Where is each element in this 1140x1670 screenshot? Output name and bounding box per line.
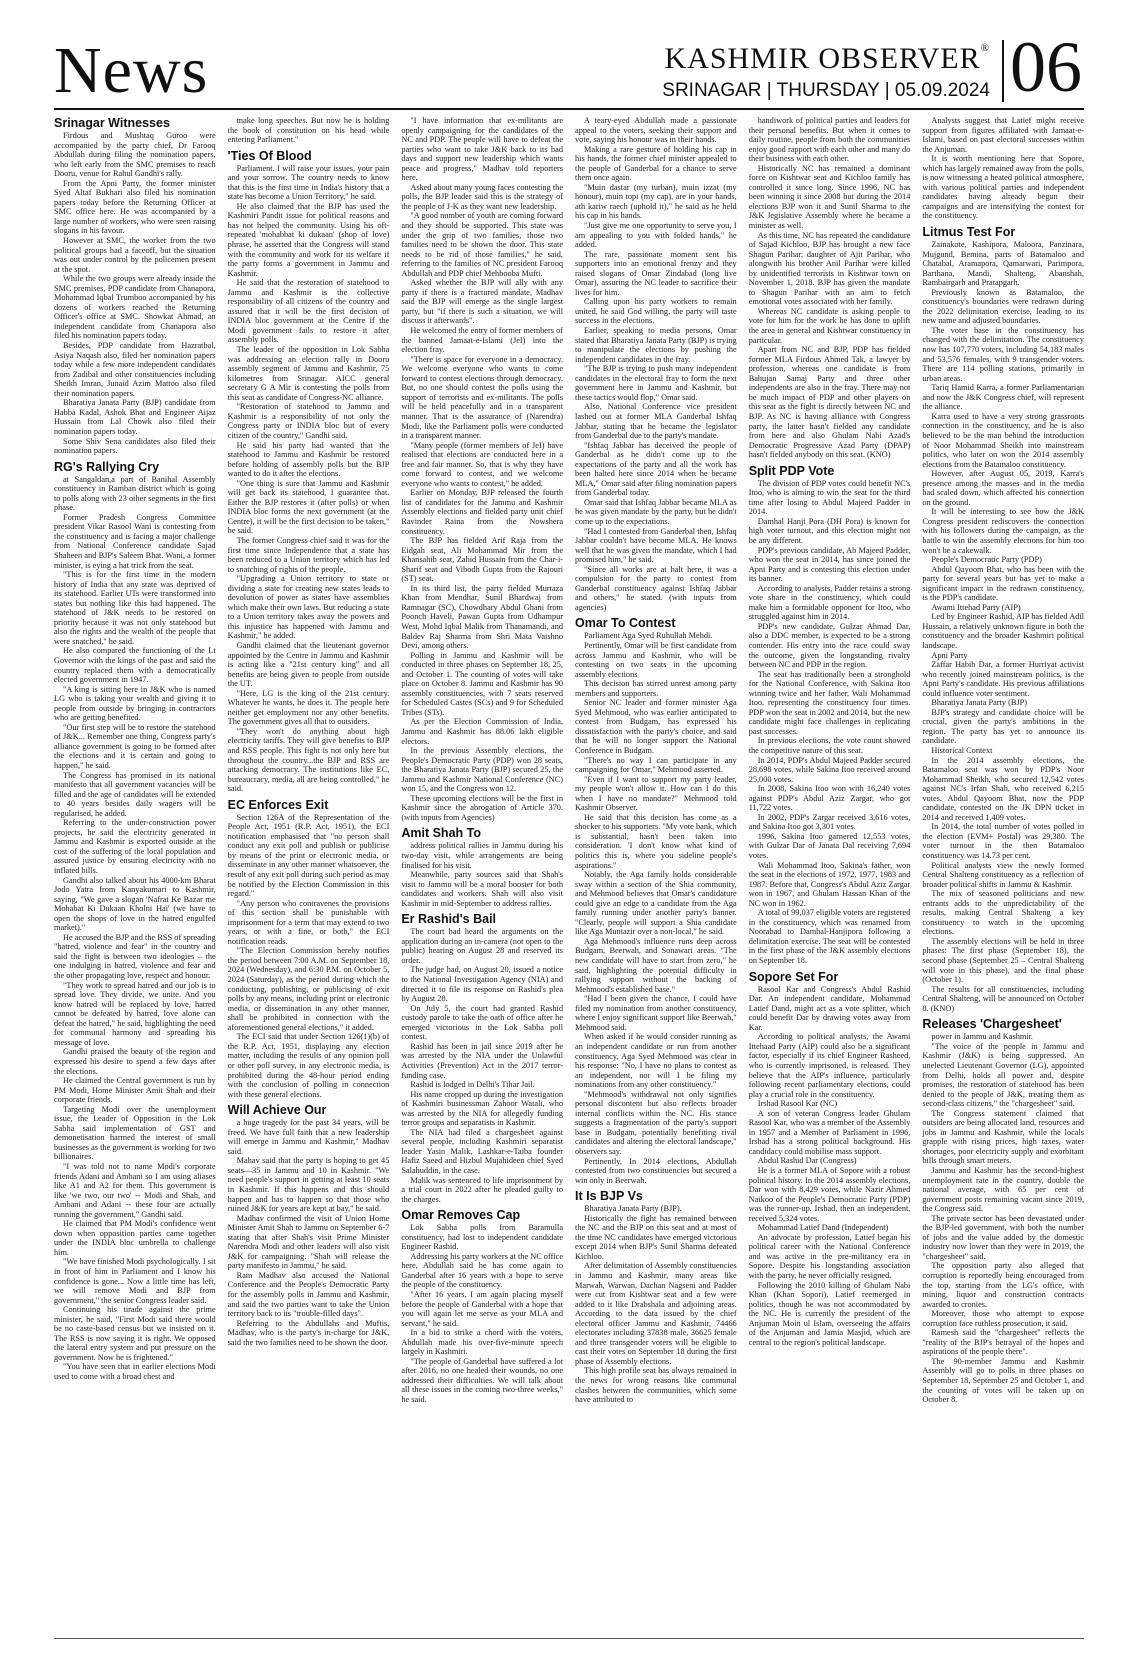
masthead [0, 0, 1140, 115]
article-paragraph: Ramesh said the "chargesheet" reflects the "reality of the BJP's betrayal of the hopes and aspirations of the people there". [922, 1328, 1085, 1357]
article-paragraph: Aga Mehmood's influence runs deep across Budgam, Beerwah, and Sonawari areas. "The new candidate will have to start from zero," he said, highlighting the potential difficulty in rallying support without the backing of Mehmood's established base." [575, 936, 737, 994]
article-paragraph: Parliament. I will raise your issues, your pain and your sorrow. The country needs to know that this is the first time in India's history that a state has become a Union Territory," he said. [227, 163, 390, 202]
article-paragraph: handiwork of political parties and leaders for their personal benefits. But when it comes to daily routine, people from both the communities enjoy good rapport with each other and many do their business with each other. [748, 116, 911, 164]
article-paragraph: He welcomed the entry of former members of the banned Jamaat-e-Islami (JeI) into the election fray. [401, 326, 564, 355]
article-paragraph: The Congress has promised in its national manifesto that all government vacancies will be filled and the age of candidates will be extended to 40 years besides daily wagers will be regularised, he added. [54, 770, 216, 818]
column-3 [401, 116, 563, 1634]
article-paragraph: "The Election Commission hereby notifies the period between 7:00 A.M. on September 18, 2024 (Wednesday), and 6:30 P.M. on October 5, 2024 (Saturday), as the period during which the conducting, publishing, or publicising of exit polls by any means, including print or electronic media, or dissemination in any other manner, shall be prohibited in connection with the aforementioned general elections," it added. [227, 946, 390, 1032]
article-headline: RG's Rallying Cry [54, 459, 160, 474]
article-paragraph: "There is space for everyone in a democracy. We welcome everyone who wants to come forward to contest elections through democracy. But, no one should contest the polls using the support of terrorists and ex-militants. The polls will be held peacefully and in a transparent manner. That is the assurance of (Narendra) Modi, like the Parliament polls were conducted in a transparent manner. [401, 354, 564, 441]
article-paragraph: "After 16 years, I am again placing myself before the people of Ganderbal with a hope that you will again let me serve as your MLA and servant," he said. [401, 1289, 564, 1328]
article-paragraph: In 2014, PDP's Abdul Majeed Padder secured 28,698 votes, while Sakina Itoo received around 25,000 votes. [748, 755, 911, 784]
article-columns [54, 116, 1084, 1634]
article-paragraph: Calling upon his party workers to remain united, he said God willing, the party will taste success in the elections. [575, 297, 737, 326]
article-paragraph: "I have information that ex-militants are openly campaigning for the candidates of the NC and PDP. The people will have to defeat the parties who want to take J&K back to its bad days and support new leadership which wants peace and progress," Madhav told reporters here. [401, 116, 564, 183]
article-paragraph: address political rallies in Jammu during his two-day visit, while arrangements are being finalised for his visit. [401, 841, 564, 870]
article-paragraph: He said that the restoration of statehood to Jammu and Kashmir is the collective responsibility of all citizens of the country and assured that it will be the first decision of INDIA bloc government at the Centre if the Modi government fails to restore it after assembly polls. [227, 278, 390, 345]
article-paragraph: Rasool Kar and Congress's Abdul Rashid Dar. An independent candidate, Mohammad Latief Dand, might act as a vote splitter, which could benefit Dar by drawing votes away from Kar. [748, 984, 911, 1032]
article-paragraph: "A king is sitting here in J&K who is named LG who is taking your wealth and giving it to people from outside by bringing in contractors who are getting benefited. [54, 684, 216, 723]
article-paragraph: In its third list, the party fielded Murtaza Khan from Mendhar, Sunil Bhardwaj from Ramnagar (SC), Chowdhary Abdul Ghani from Poonch Haveli, Pawan Gupta from Udhampur West, Mohd Iqbal Malik from Thanamandi, and Baldev Raj Sharma from Shri Mata Vaishno Devi, among others. [401, 583, 564, 651]
article-paragraph: Mohammad Latief Dand (Independent) [757, 1223, 889, 1233]
column-5 [749, 116, 911, 1634]
article-paragraph: "I was told not to name Modi's corporate friends Adani and Ambani so I am using aliases like A1 and A2 for them. This government is like 'we two, our two' -- Modi and Shah, and Ambani and Adani -- these four are actually running the government," Gandhi said. [54, 1161, 216, 1219]
dateline: SRINAGAR | THURSDAY | 05.09.2024 [662, 80, 990, 101]
article-paragraph: In 2014, the total number of votes polled in the election (EVM+ Postal) was 29,380. The voter turnout in the then Batamaloo constituency was 14.73 per cent. [922, 822, 1085, 861]
article-paragraph: Zainakote, Kashipora, Maloora, Panzinara, Mujgund, Bemina, parts of Batamaloo and Chatabal, Aramapora, Qamarwari, Parimpora, Barthana, Mandi, Shalteng, Abanshah, Rambairgarh and Pratapgarh. [922, 240, 1085, 288]
article-paragraph: Historically the fight has remained between the NC and the BJP on this seat and at most of the time NC candidates have emerged victorious except 2014 when BJP's Sunil Sharma defeated Kichloo. [575, 1213, 737, 1261]
article-paragraph: The results for all constituencies, including Central Shalteng, will be announced on October 8. (KNO) [922, 984, 1085, 1013]
article-paragraph: Gandhi praised the beauty of the region and expressed his desire to spend a few days after the elections. [54, 1047, 216, 1076]
article-paragraph: Whereas NC candidate is asking people to vote for him for the work he has done to uplift the area in general and Kishtwar constituency in particular. [748, 306, 911, 345]
article-headline: 'Ties Of Blood [227, 148, 312, 163]
article-paragraph: These upcoming elections will be the first in Kashmir since the abrogation of Article 370. (with inputs from Agencies) [401, 793, 564, 822]
article-paragraph: The NIA had filed a chargesheet against several people, including Kashmiri separatist leader Yasin Malik, Lashkar-e-Taiba founder Hafiz Saeed and Hizbul Mujahideen chief Syed Salahuddin, in the case. [401, 1127, 564, 1175]
article-paragraph: Bharatiya Janata Party (BJP) [931, 698, 1027, 708]
article-paragraph: Bharatiya Janata Party (BJP). [584, 1204, 682, 1214]
article-paragraph: On July 5, the court had granted Rashid custody parole to take the oath of office after he emerged victorious in the Lok Sabha poll contest. [401, 1003, 564, 1042]
article-paragraph: Abdul Rashid Dar (Congress) [757, 1156, 857, 1166]
article-paragraph: He said his party had wanted that the statehood to Jammu and Kashmir be restored before holding of assembly polls but the BJP wanted to do it after the elections. [227, 440, 390, 479]
registered-mark: ® [980, 42, 990, 54]
article-paragraph: However, after August 05, 2019, Karra's presence among the masses and in the media had scaled down, which affected his connection on the ground. [922, 469, 1085, 507]
article-paragraph: Omar said that Ishfaq Jabbar became MLA as he was given mandate by the party, but he didn't come up to the expectations. [575, 497, 737, 526]
article-paragraph: "Even if I want to support my party leader, my people won't allow it. How can I do this when I have no mandate?" Mehmood told Kashmir Observer. [575, 774, 737, 813]
article-paragraph: Awami Ittehad Party (AIP) [931, 602, 1021, 612]
article-paragraph: Rashid is lodged in Delhi's Tihar Jail. [410, 1080, 535, 1090]
article-paragraph: Senior NC leader and former minister Aga Syed Mehmood, who was earlier anticipated to contest from Budgam, has expressed his dissatisfaction with the party's choice, and said that he will no longer support the National Conference in Budgam. [575, 698, 737, 755]
article-paragraph: "Here, LG is the king of the 21st century. Whatever he wants, he does it. The people here neither get employment nor any other benefits. The government gives all that to outsiders. [227, 688, 390, 727]
article-paragraph: The seat has traditionally been a stronghold for the National Conference, with Sakina Itoo winning twice and her father, Wali Mohammad Itoo, representing the constituency four times. PDP won the seat in 2002 and 2014, but the new candidate might face challenges in replicating past successes. [748, 669, 911, 736]
article-headline: Omar Removes Cap [401, 1208, 521, 1223]
article-paragraph: He said that this decision has come as a shocker to his supporters. "My vote bank, which is substantial, hasn't been taken into consideration. 'I don't know what kind of politics this is, where you sideline people's aspirations." [575, 812, 737, 870]
article-headline: Litmus Test For [922, 225, 1016, 240]
article-paragraph: Targeting Modi over the unemployment issue, the Leader of Opposition in the Lok Sabha said implementation of GST and demonetisation harmed the interest of small businesses as the government is working for two billionaires. [54, 1104, 216, 1162]
article-paragraph: He claimed that PM Modi's confidence went down when opposition parties came together under the INDIA bloc umbrella to challenge him. [54, 1219, 216, 1257]
article-paragraph: "Muin dastar (my turban), muin izzat (my honour), muin topi (my cap), are in your hands, ath kariw raech (uphold it)," he said as he held his cap in his hands. [575, 182, 737, 221]
article-paragraph: According to political analysts, the Awami Ittehaad Party (AIP) could also be a significant factor, especially if its chief Engineer Rasheed, who is currently imprisoned, is released. They believe that the AIP's influence, particularly following recent parliamentary elections, could play a crucial role in the constituency. [748, 1032, 911, 1099]
article-paragraph: The division of PDP votes could benefit NC's Itoo, who is aiming to win the seat for the third time after losing to Abdul Majeed Padder in 2014. [748, 478, 911, 517]
article-paragraph: The BJP has fielded Arif Raja from the Eidgah seat, Ali Mohammad Mir from the Khansahib seat, Zahid Hussain from the Char-i-Sharif seat and Vibodh Gupta from the Rajouri (ST) seat. [401, 536, 564, 584]
article-headline: Split PDP Vote [748, 463, 835, 478]
article-paragraph: According to analysts, Padder retains a strong vote share in the constituency, which could make him a formidable opponent for Itoo, who struggled against him in 2014. [748, 583, 911, 622]
article-paragraph: Damhal Hanji Pora (DH Pora) is known for high voter turnout, and this election might not be any different. [748, 516, 911, 545]
article-paragraph: Also, National Conference vice president lashed out at former MLA Ganderbal Ishfaq Jabbar, stating that he became the legislator from Ganderbal due to the party's mandate. [575, 402, 737, 441]
article-paragraph: "You have seen that in earlier elections Modi used to come with a broad chest and [54, 1362, 216, 1381]
article-paragraph: Led by Engineer Rashid, AIP has fielded Adil Hussain, a relatively unknown figure in both the constituency and the broader Kashmiri political landscape. [922, 612, 1085, 650]
column-6 [922, 116, 1084, 1634]
article-paragraph: The rare, passionate moment sent his supporters into an emotional frenzy and they raised slogans of Omar Zindabad (long live Omar), assuring the NC leader to sacrifice their lives for him. [575, 249, 737, 297]
article-paragraph: a huge tragedy for the past 34 years, will be freed. We have full faith that a new leadership will emerge in Jammu and Kashmir," Madhav said. [227, 1118, 390, 1156]
article-paragraph: The opposition party also alleged that corruption is reportedly being encouraged from the top, starting from the LG's office, with mining, liquor and construction contracts awarded to cronies. [922, 1261, 1085, 1309]
article-paragraph: Jammu and Kashmir has the second-highest unemployment rate in the country, double the national average, with 65 per cent of government posts remaining vacant since 2019, the Congress said. [922, 1165, 1085, 1214]
article-headline: EC Enforces Exit [227, 797, 329, 812]
article-paragraph: "They won't do anything about high electricity tariffs. They will give benefits to BJP and RSS people. This fight is not only here but throughout the country...the BJP and RSS are attacking democracy. The institutions like EC, bureaucracy, media, all are being controlled," he said. [227, 726, 390, 794]
article-paragraph: "They work to spread hatred and our job is to spread love. They divide, we unite. And you know hatred will be replaced by love, hatred cannot be defeated by hatred, love alone can defeat the hatred," he said, highlighting the need for communal harmony and spreading his message of love. [54, 980, 216, 1047]
article-paragraph: Referring to the Abdullahs and Muftis, Madhav, who is the party's in-charge for J&K, said the two families need to be shown the door. [227, 1318, 390, 1347]
article-paragraph: Pertinently, Omar will be first candidate from across Jammu and Kashmir, who will be contesting on two seats in the upcoming assembly elections [575, 640, 737, 679]
article-paragraph: After delimitation of Assembly constituencies in Jammu and Kashmir, many areas like Marwah, Warwan, Dachan Nagseni and Padder were cut from Kishtwar seat and a few were added to it like Drabshala and adjoining areas. According to the data issued by the chief electoral officer Jammu and Kashmir, 74466 electorates including 37838 male, 36625 female and three transgender voters will be eligible to cast their votes on September 18 during the first phase of Assembly elections. [575, 1261, 737, 1366]
article-paragraph: Ram Madhav also accused the National Conference and the People's Democratic Party for the assembly polls in Jammu and Kashmir, and said the two parties want to take the Union territory back to its "trouble-filled days". [227, 1270, 390, 1319]
article-paragraph: In the previous Assembly elections, the People's Democratic Party (PDP) won 28 seats, the Bharatiya Janata Party (BJP) secured 25, the Jammu and Kashmir National Conference (NC) won 15, and the Congress won 12. [401, 746, 564, 794]
column-4 [575, 116, 737, 1634]
article-headline: Er Rashid's Bail [401, 912, 497, 927]
article-paragraph: Gandhi claimed that the lieutenant governor appointed by the Centre in Jammu and Kashmir is acting like a "21st century king" and all benefits are being given to people from outside the UT. [227, 640, 390, 689]
article-paragraph: "Had I contested from Ganderbal then, Ishfaq Jabbar couldn't have become MLA. He knows well that he was given the mandate, which I had promised him," he said. [575, 526, 737, 565]
article-paragraph: Section 126A of the Representation of the People Act, 1951 (R.P. Act, 1951), the ECI notification emphasised that "no person shall conduct any exit poll and publish or publicise by means of the print or electronic media, or disseminate in any other manner whatsoever, the result of any exit poll during such period as may be notified by the Election Commission in this regard." [227, 812, 390, 899]
article-headline: Amit Shah To [401, 826, 481, 841]
article-paragraph: Previously known as Batamaloo, the constituency's boundaries were redrawn during the 2022 delimitation exercise, leading to its new name and adjusted boundaries. [922, 287, 1085, 326]
article-paragraph: The private sector has been devastated under the BJP-led government, with both the number of jobs and the value added by the domestic industry now lower than they were in 2019, the "chargesheet" said. [922, 1213, 1085, 1261]
article-paragraph: Besides, PDP candidate from Hazratbal, Asiya Naqash also, filed her nomination papers today while a few more independent candidates from Zadibal and other constituencies including Sheikh Imran, Junaid Azim Mattoo also filed their nomination papers. [54, 341, 216, 398]
article-headline: Releases 'Chargesheet' [922, 1017, 1062, 1032]
article-paragraph: Moreover, those who attempt to expose corruption face ruthless prosecution, it said. [922, 1309, 1085, 1328]
article-paragraph: Asked whether the BJP will ally with any party if there is a fractured mandate, Madhav said the BJP will emerge as the single largest party, but "if there is such a situation, we will discuss it afterwards". [401, 278, 564, 326]
article-paragraph: Firdous and Mushtaq Guroo were accompanied by the party chief, Dr Farooq Abdullah during filing the nomination papers, who left early from the SMC premises to reach Dooru, venue for Rahul Gandhi's rally. [54, 131, 216, 179]
article-paragraph: make long speeches. But now he is holding the book of constitution on his head while entering Parliament." [227, 116, 390, 145]
article-paragraph: Bharatiya Janata Party (BJP) candidate from Habba Kadal, Ashok Bhat and Engineer Aijaz Hussain from Lal Chowk also filed their nomination papers today. [54, 398, 216, 436]
article-paragraph: Zaffar Habib Dar, a former Hurriyat activist who recently joined mainstream politics, is the Apni Party's candidate. His previous affiliations could influence voter sentiment. [922, 660, 1085, 698]
article-paragraph: "One thing is sure that Jammu and Kashmir will get back its statehood, I guarantee that. Either the BJP restores it (after polls) or when INDIA bloc forms the next government (at the Centre), it will be the first decision to be taken," he said. [227, 478, 390, 536]
article-paragraph: Notably, the Aga family holds considerable sway within a section of the Shia community, and Mehmood believes that Omar's candidature could give an edge to a candidate from the Aga family running under another party's banner. "Clearly, people will support a Shia candidate like Aga Muntazir over a non-local," he said. [575, 870, 737, 937]
article-paragraph: PDP's previous candidate, Ab Majeed Padder, who won the seat in 2014, has since joined the Apni Party and is contesting this election under its banner. [748, 545, 911, 584]
article-paragraph: "Ishfaq Jabbar has deceived the people of Ganderbal as he didn't come up to the expectations of the party and all the work has been halted here since 2014 when he became MLA," Omar said after filing nomination papers from Ganderbal today. [575, 440, 737, 498]
article-paragraph: Polling in Jammu and Kashmir will be conducted in three phases on September 18, 25, and October 1. The counting of votes will take place on October 8. Jammu and Kashmir has 90 assembly constituencies, with 7 seats reserved for Scheduled Castes (SCs) and 9 for Scheduled Tribes (STs). [401, 650, 564, 717]
article-paragraph: "The BJP is trying to push many independent candidates in the electoral fray to form the next government here in Jammu and Kashmir, but these tactics would flop," Omar said. [575, 364, 737, 402]
article-paragraph: Madhav confirmed the visit of Union Home Minister Amit Shah to Jammu on September 6-7 stating that after Shah's visit Prime Minister Narendra Modi and other leaders will also visit J&K for campaigning. "Shah will release the party manifesto in Jammu," he said. [227, 1213, 390, 1271]
article-paragraph: Tariq Hamid Karra, a former Parliamentarian and now the J&K Congress chief, will represent the alliance. [922, 383, 1085, 412]
article-paragraph: "Many people (former members of JeI) have realised that elections are conducted here in a free and fair manner. So, that is why they have come forward to contest, and we welcome everyone who wants to contest," he added. [401, 440, 564, 488]
article-paragraph: An advocate by profession, Latief began his political career with the National Conference and was active in the pre-militancy era in Sopore. Despite his longstanding association with the party, he never officially resigned. [748, 1232, 911, 1280]
article-paragraph: "Restoration of statehood to Jammu and Kashmir is a responsibility of not only the Congress party or INDIA bloc but of every citizen of the country," Gandhi said. [227, 402, 390, 440]
article-paragraph: Rashid has been in jail since 2019 after he was arrested by the NIA under the Unlawful Activities (Prevention) Act in the 2017 terror-funding case. [401, 1041, 564, 1080]
article-paragraph: "Had I been given the chance, I could have filed my nomination from another constituency, where I enjoy significant support like Beerwah," Mehmood said. [575, 994, 737, 1032]
article-paragraph: 1996, Sakina Itoo garnered 12,553 votes, with Gulzar Dar of Janata Dal receiving 7,694 votes. [748, 831, 911, 861]
article-paragraph: The Congress statement claimed that outsiders are being allocated land, resources and jobs in Jammu and Kashmir, while the locals grapple with rising prices, high taxes, water shortages, poor electricity supply and exorbitant bills through smart meters. [922, 1108, 1085, 1166]
article-paragraph: at Sangaldan,a part of Banihal Assembly constituency in Ramban district which is going to polls along with 23 other segments in the first phase. [54, 474, 216, 513]
article-paragraph: As per the Election Commission of India, Jammu and Kashmir has 88.06 lakh eligible electors. [401, 717, 564, 746]
header-rule [54, 108, 1084, 110]
article-paragraph: This high profile seat has always remained in the news for wrong reasons like communal clashes between the communities, which some have attributed to [575, 1366, 737, 1405]
article-paragraph: A teary-eyed Abdullah made a passionate appeal to the voters, seeking their support and vote, saying his honour was in their hands. [575, 116, 737, 145]
article-paragraph: This decision has stirred unrest among party members and supporters. [575, 679, 737, 698]
article-paragraph: A total of 99,037 eligible voters are registered in the constituency, which was renamed from Noorabad to Damhal-Hanjipora following a delimitation exercise. The seat will be contested in the first phase of the J&K assembly elections on September 18. [748, 908, 911, 966]
article-paragraph: As this time, NC has repeated the candidature of Sajad Kichloo, BJP has brought a new face Shagun Parihar, daughter of Ajit Parihar, who alongwith his brother Anil Parihar were killed by unidentified terrorists in Kishtwar town on November 1, 2018. BJP has given the mandate to Shagun Parihar with an aim to fetch emotional votes associated with her family. [748, 230, 911, 307]
article-paragraph: "We have finished Modi psychologically. I sit in front of him in Parliament and I know his confidence is gone... Now a little time has left, we will remove Modi and BJP from government," the senior Congress leader said. [54, 1257, 216, 1305]
footer-rule [54, 1638, 1084, 1639]
article-paragraph: Gandhi also talked about his 4000-km Bharat Jodo Yatra from Kanyakumari to Kashmir, saying, "We gave a slogan 'Nafrat Ke Bazar me Mohabat Ki Dukaan Kholni Hai' (we have to open the shops of love in the hatred engulfed market)." [54, 875, 216, 933]
column-1 [54, 116, 216, 1634]
masthead-divider [1002, 40, 1004, 102]
article-paragraph: "Mehmood's withdrawal not only signifies personal discontent but also reflects broader internal conflicts within the NC. His stance suggests a fragmentation of the party's support base in Budgam, potentially benefiting rival candidates and altering the electoral landscape," observers say. [575, 1089, 737, 1156]
article-paragraph: He is a former MLA of Sopore with a robust political history. In the 2014 assembly elections, Dar won with 8,429 votes, while Nazir Ahmed Naikoo of the People's Democratic Party (PDP) was the runner-up. Irshad, then an independent, received 5,324 votes. [748, 1165, 911, 1223]
article-paragraph: "The people of Ganderbal have suffered a lot after 2016, no one healed their wounds, no one addressed their difficulties. We will talk about all these issues in the coming two-three weeks," he said. [401, 1356, 564, 1404]
article-paragraph: Analysts suggest that Latief might receive support from figures affiliated with Jamaat-e-Islami, based on past electoral successes within the Anjuman. [922, 116, 1085, 154]
article-headline: Srinagar Witnesses [54, 116, 170, 130]
page-number: 06 [1010, 27, 1082, 107]
article-paragraph: In a bid to strike a chord with the voters, Abdullah made his over-five-minute speech largely in Kashmiri. [401, 1328, 564, 1357]
article-paragraph: Earlier, speaking to media persons, Omar stated that Bharatiya Janata Party (BJP) is trying to manipulate the elections by pushing the independent candidates in the fray. [575, 326, 737, 364]
article-paragraph: The mix of seasoned politicians and new entrants adds to the unpredictability of the results, making Central Shalteng a key constituency to watch in the upcoming elections. [922, 889, 1085, 937]
article-paragraph: He claimed the Central government is run by PM Modi, Home Minister Amit Shah and their corporate friends. [54, 1076, 216, 1105]
article-paragraph: Addressing his party workers at the NC office here, Abdullah said he has come again to Ganderbal after 16 years with a hope to serve the people of the constituency. [401, 1251, 564, 1290]
article-headline: Omar To Contest [575, 616, 676, 631]
article-paragraph: It will be interesting to see how the J&K Congress president rediscovers the connection with his followers during the campaign, as the battle to win the assembly elections for him too won't be a cakewalk. [922, 507, 1085, 555]
article-paragraph: In the 2014 assembly elections, the Batamaloo seat was won by PDP's Noor Mohammad Sheikh, who secured 12,542 votes against NC's Irfan Shah, who received 6,215 votes. Abdul Qayoom Bhat, now the PDP candidate, contested on the JK DPN ticket in 2014 and received 1,409 votes. [922, 755, 1085, 822]
article-paragraph: "Any person who contravenes the provisions of this section shall be punishable with imprisonment for a term that may extend to two years, or with a fine, or both," the ECI notification reads. [227, 898, 390, 946]
article-paragraph: His name cropped up during the investigation of Kashmiri businessman Zahoor Watali, who was arrested by the NIA for allegedly funding terror groups and separatists in Kashmir. [401, 1089, 564, 1128]
article-paragraph: However at SMC, the worker from the two political groups had a faceoff, but the situation was out under control by the policemen present at the spot. [54, 236, 216, 274]
article-paragraph: "Just give me one opportunity to serve you, I am appealing to you with folded hands," he added. [575, 221, 737, 250]
article-paragraph: Former Pradesh Congress Committee president Vikar Rasool Wani is contesting from the constituency and is facing a major challenge from National Conference candidate Sajad Shaheen and BJP's Saleem Bhat. Wani, a former minister, is eying a hat trick from the seat. [54, 512, 216, 570]
article-paragraph: He accused the BJP and the RSS of spreading "hatred, violence and fear" in the country and said the fight is between two ideologies – the one indulging in hatred, violence and fear and the other propagating love, respect and honour. [54, 932, 216, 981]
article-paragraph: Asked about many young faces contesting the polls, the BJP leader said this is the strategy of the people of J-K as they want new leadership. [401, 182, 564, 211]
article-paragraph: "This is for the first time in the modern history of India that any state was deprived of its statehood. Earlier UTs were transformed into states but nothing like this had happened. The statehood of J&K needs to be restored on priority because it was not only statehood but also the rights and the wealth of the people that were snatched," he said. [54, 570, 216, 646]
article-paragraph: The ECI said that under Section 126(1)(b) of the R.P. Act, 1951, displaying any election matter, including the results of any opinion poll or other poll survey, in any electronic media, is prohibited during the 48-hour period ending with the conclusion of polling in connection with these general elections. [227, 1032, 390, 1099]
article-paragraph: The leader of the opposition in Lok Sabha was addressing an election rally in Dooru assembly segment of Jammu and Kashmir, 75 kilometres from Srinagar. AICC general secretary G A Mir is contesting the polls from this seat as candidate of Congress-NC alliance. [227, 345, 390, 402]
article-paragraph: "A good number of youth are coming forward and they should be supported. This state was under the grip of two families, those two families need to be shown the door. This state needs to be rid of those families," he said, referring to the families of NC president Farooq Abdullah and PDP chief Mehbooba Mufti. [401, 211, 564, 278]
article-paragraph: In 2002, PDP's Zargar received 3,616 votes, and Sakina Itoo got 3,301 votes. [748, 812, 911, 832]
article-paragraph: Malik was sentenced to life imprisonment by a trial court in 2022 after he pleaded guilty to the charges. [401, 1175, 564, 1204]
newspaper-name [664, 42, 990, 76]
article-paragraph: "Our first step will be to restore the statehood of J&K... Remember one thing, Congress party's alliance government is going to be formed after the elections and it is certain and going to happen," he said. [54, 722, 216, 770]
column-2 [228, 116, 390, 1634]
article-paragraph: Making a rare gesture of holding his cap in his hands, the former chief minister appealed to the people of Ganderbal for a chance to serve them once again. [575, 144, 737, 183]
article-paragraph: Some Shiv Sena candidates also filed their nomination papers. [54, 436, 216, 456]
article-paragraph: When asked if he would consider running as an independent candidate or run from another constituency, Aga Syed Mehmood was clear in his response: "No, I have no plans to contest as an independent, nor will I be filing my nominations from any other constituency." [575, 1032, 737, 1090]
article-paragraph: Referring to the under-construction power projects, he said the electricity generated in Jammu and Kashmir is exported outside at the cost of the suffering of the local population and assured justice by ensuring electricity with no inflated bills. [54, 818, 216, 876]
article-paragraph: Historically NC has remained a dominant force on Kishtwar seat and Kichloo family has controlled it since long. Since 1996, NC has been winning it since 2008 but during the 2014 elections BJP won it and Sunil Sharma to the J&K legislative Assembly where he became a minister as well. [748, 163, 911, 231]
article-paragraph: It is worth mentioning here that Sopore, which has largely remained away from the polls, is now witnessing a heated political atmosphere, with various political parties and independent candidates having already begun their campaigns and are intensifying the contest for the constituency. [922, 154, 1085, 221]
article-paragraph: The court had heard the arguments on the application during an in-camera (not open to the public) hearing on August 28 and reserved its order. [401, 927, 564, 965]
article-paragraph: Wali Mohammad Itoo, Sakina's father, won the seat in the elections of 1972, 1977, 1983 and 1987. Before that, Congress's Abdul Aziz Zargar won in 1967, and Ghulam Hassan Khan of the NC won in 1962. [748, 860, 911, 908]
article-paragraph: Apni Party [931, 650, 968, 660]
article-paragraph: "Upgrading a Union territory to state or dividing a state for creating new states leads to devolution of power as states have assemblies which make their own laws. But reducing a state to a Union territory takes away the powers and this injustice has happened with Jammu and Kashmir," he added. [227, 574, 390, 641]
article-paragraph: People's Democratic Party (PDP) [931, 555, 1042, 565]
article-paragraph: Following the 2010 killing of Ghulam Nabi Khan (Khan Sopori), Latief reemerged in politics, though he was not accommodated by the NC. He is currently the president of the Anjuman Moin ul Islam, overseeing the affairs of the Anjuman and Jamia Masjid, which are central to the region's political landscape. [748, 1280, 911, 1347]
article-headline: Will Achieve Our [227, 1103, 327, 1118]
article-paragraph: In 2008, Sakina Itoo won with 16,240 votes against PDP's Abdul Aziz Zargar, who got 11,722 votes. [748, 784, 911, 813]
article-paragraph: A son of veteran Congress leader Ghulam Rasool Kar, who was a member of the Assembly in 1957 and a Member of Parliament in 1996, Irshad has a strong political background. His candidacy could mobilise mass support. [748, 1108, 911, 1156]
article-paragraph: From the Apni Party, the former minister Syed Altaf Bukhari also filed his nomination papers today before the Returning Officer at SMC office here. He was accompanied by a large number of workers, who were seen raising slogans in his favour. [54, 178, 216, 236]
article-paragraph: Meanwhile, party sources said that Shah's visit to Jammu will be a moral booster for both candidates and workers. Shah will also visit Kashmir in mid-September to address rallies. [401, 870, 564, 908]
article-paragraph: While the two groups were already inside the SMC premises, PDP candidate from Chanapora, Mohammad Iqbal Trumboo accompanied by his dozens of workers reached the Returning Officer's office at SMC. Showkat Ahmad, an independent candidate from Chanapora also filed his nomination papers today. [54, 274, 216, 341]
article-paragraph: Irshad Rasool Kar (NC) [757, 1099, 838, 1109]
article-paragraph: BJP's strategy and candidate choice will be crucial, given the party's ambitions in the region. The party has yet to announce its candidate. [922, 707, 1085, 746]
article-headline: It Is BJP Vs [575, 1189, 643, 1204]
article-paragraph: The judge had, on August 20, issued a notice to the National Investigation Agency (NIA) and directed it to file its response on Rashid's plea by August 28. [401, 965, 564, 1004]
article-paragraph: The voter base in the constituency has changed with the delimitation. The constituency now has 107,770 voters, including 54,183 males and 53,576 females, with 9 transgender voters. There are 114 polling stations, primarily in urban areas. [922, 325, 1085, 383]
article-paragraph: Parliament Aga Syed Ruhullah Mehdi. [584, 631, 713, 641]
article-paragraph: "There's no way I can participate in any campaigning for Omar," Mehmood asserted. [575, 755, 737, 775]
article-paragraph: Karra used to have a very strong grassroots connection in the constituency, and he is also believed to be the man behind the introduction of Noor Mohammad Sheikh into mainstream politics, who later on won the 2014 assembly elections from the Batamaloo constituency. [922, 411, 1085, 469]
article-paragraph: "Since all works are at halt here, it was a compulsion for the party to contest from Ganderbal constituency against Ishfaq Jabbar and others," he stated. (with inputs from agencies) [575, 564, 737, 612]
section-title: News [54, 34, 209, 107]
article-paragraph: He also compared the functioning of the Lt Governor with the kings of the past and said the country replaced them with a democratically elected government in 1947. [54, 646, 216, 685]
article-paragraph: Apart from NC and BJP, PDP has fielded former MLA Firdous Ahmed Tak, a lawyer by profession, whereas one candidate is from Bahujan Samaj Party and three other independents are also in the fray. There may not be much impact of PDP and other players on this seat as the fight is directly between NC and BJP. As NC is having alliance with Congress party, the latter hasn't fielded any candidate from here and also Ghulam Nabi Azad's Democratic Progressive Azad Party (DPAP) hasn't fielded anybody on this seat. (KNO) [748, 345, 911, 460]
article-paragraph: Earlier on Monday, BJP released the fourth list of candidates for the Jammu and Kashmir Assembly elections and fielded party unit chief Ravinder Raina from the Nowshera constituency. [401, 488, 564, 536]
article-paragraph: Mahav said that the party is hoping to get 45 seats—35 in Jammu and 10 in Kashmir. "We need people's support in getting at least 10 seats in Kashmir. If this happens and this should happen and has to happen so that those who ruined J&K for years are kept at bay," he said. [227, 1156, 390, 1214]
article-paragraph: Lok Sabha polls from Baramulla constituency, had lost to independent candidate Engineer Rashid. [401, 1223, 564, 1252]
article-paragraph: Pertinently, In 2014 elections, Abdullah contested from two constituencies but secured a win only in Beerwah. [575, 1156, 737, 1185]
article-paragraph: power in Jammu and Kashmir. [931, 1032, 1033, 1042]
article-paragraph: He also claimed that the BJP has used the Kashmiri Pandit issue for political reasons and has not helped the community. Using his oft-repeated 'mohabbat ki dukaan' (shop of love) phrase, he asserted that the Congress will stand with the community and work for its welfare if the party forms a government in Jammu and Kashmir. [227, 201, 390, 278]
article-paragraph: The 90-member Jammu and Kashmir Assembly will go to polls in three phases on September 18, September 25 and October 1, and the counting of votes will be taken up on October 8. [922, 1356, 1085, 1405]
article-headline: Sopore Set For [748, 969, 839, 984]
article-paragraph: Historical Context [931, 746, 993, 755]
article-paragraph: The assembly elections will be held in three phases: The first phase (September 18), the second phase (September 25 – Central Shalteng will vote in this phase), and the final phase (October 1). [922, 936, 1085, 985]
article-paragraph: In previous elections, the vote count showed the competitive nature of this seat. [748, 736, 911, 755]
article-paragraph: Continuing his tirade against the prime minister, he said, "First Modi said there would be no caste-based census but we insisted on it. The RSS is now saying it is right. We opposed the lateral entry system and put pressure on the government. Now he is frightened." [54, 1305, 216, 1362]
article-paragraph: "The voice of the people in Jammu and Kashmir (J&K) is being suppressed. An unelected Lieutenant Governor (LG), appointed from Delhi, holds all power and, despite promises, the restoration of statehood has been denied to the people of J&K, treating them as second-class citizens," the "chargesheet" said. [922, 1041, 1085, 1109]
article-paragraph: Political analysts view the newly formed Central Shalteng constituency as a reflection of broader political shifts in Jammu & Kashmir. [922, 860, 1085, 889]
article-paragraph: PDP's new candidate, Gulzar Ahmad Dar, also a DDC member, is expected to be a strong contender. His entry into the race could sway the outcome, given the longstanding rivalry between NC and PDP in the region. [748, 621, 911, 670]
article-paragraph: Abdul Qayoom Bhat, who has been with the party for several years but has yet to make a significant impact in the redrawn constituency, is the PDP's candidate. [922, 564, 1085, 603]
article-paragraph: The former Congress chief said it was for the first time since Independence that a state has been reduced to a Union territory which has led to snatching of rights of the people. [227, 535, 390, 574]
newspaper-name-text: KASHMIR OBSERVER [664, 42, 981, 75]
